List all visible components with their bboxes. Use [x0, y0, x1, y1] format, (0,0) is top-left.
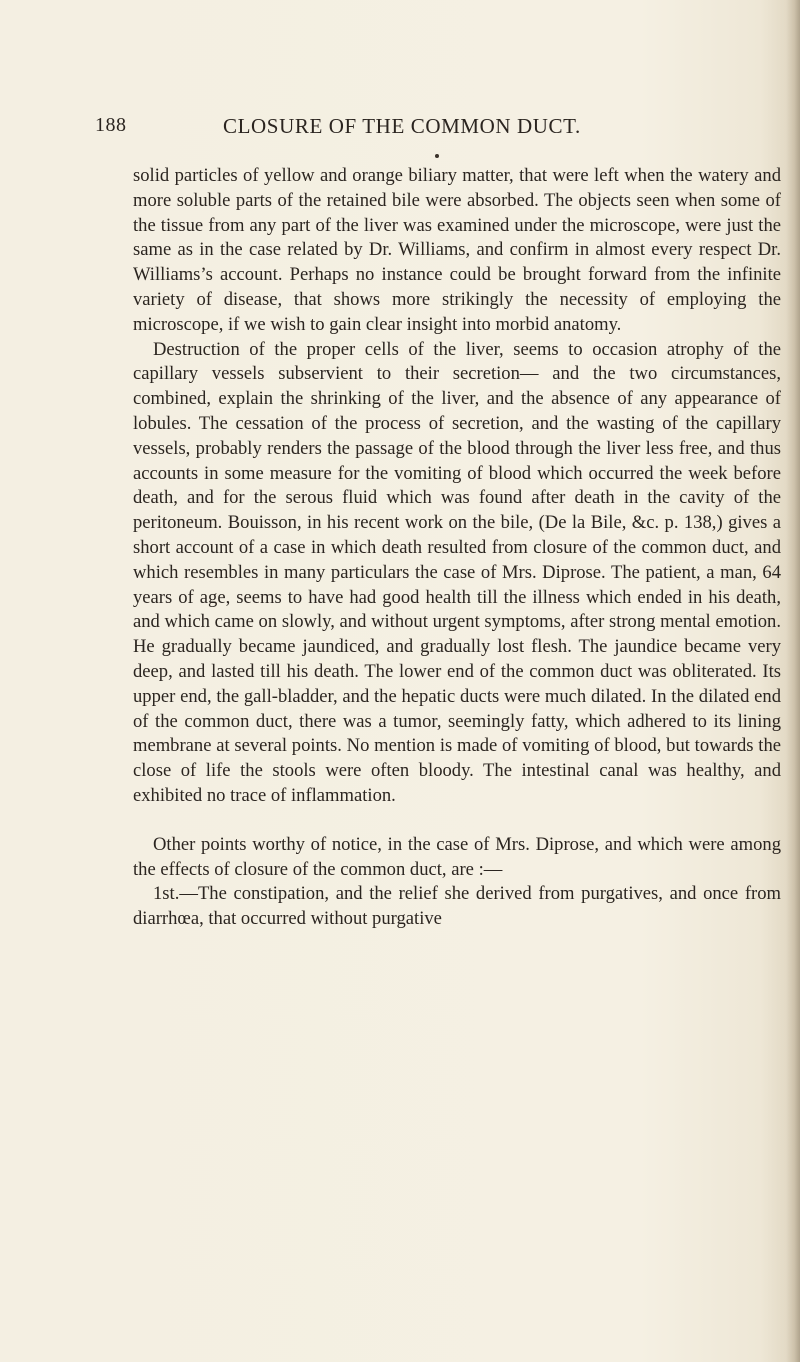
running-head: CLOSURE OF THE COMMON DUCT.: [223, 114, 581, 138]
page-header: [95, 114, 775, 144]
body-text: [133, 164, 781, 932]
paragraph-other-points: Other points worthy of notice, in the case of Mrs. Diprose, and which were among the effects of closure of the common duct, are :—: [133, 833, 781, 880]
page-number: 188: [95, 114, 127, 136]
paragraph-first-point: 1st.—The constipation, and the relief she derived from purgatives, and once from diarrhœa, that occurred without purgative: [133, 883, 781, 930]
paragraph-continued: solid particles of yellow and orange biliary matter, that were left when the watery and more soluble parts of the retained bile were absorbed. The objects seen when some of the tissue from any part of the liver was examined under the microscope, were just the same as in the case related by Dr. Williams, and confirm in almost every respect Dr. Williams’s account. Perhaps no instance could be brought forward from the infinite variety of disease, that shows more strikingly the necessity of employing the microscope, if we wish to gain clear insight into morbid anatomy.: [133, 165, 781, 335]
page-edge-shadow: [786, 0, 800, 1362]
printer-ornament-dot: [435, 154, 439, 158]
paragraph-destruction: Destruction of the proper cells of the liver, seems to occasion atrophy of the capillary vessels subservient to their secretion— and the two circumstances, combined, explain the shrinking of the liver, and the absence of any appearance of lobules. The cessation of the process of secretion, and the wasting of the capillary vessels, probably renders the passage of the blood through the liver less free, and thus accounts in some measure for the vomiting of blood which occurred the week before death, and for the serous fluid which was found after death in the cavity of the peritoneum. Bouisson, in his recent work on the bile, (De la Bile, &c. p. 138,) gives a short account of a case in which death resulted from closure of the common duct, and which resembles in many particulars the case of Mrs. Diprose. The patient, a man, 64 years of age, seems to have had good health till the illness which ended in his death, and which came on slowly, and without urgent symptoms, after strong mental emotion. He gradually became jaundiced, and gradually lost flesh. The jaundice became very deep, and lasted till his death. The lower end of the common duct was obliterated. Its upper end, the gall-bladder, and the hepatic ducts were much dilated. In the dilated end of the common duct, there was a tumor, seemingly fatty, which adhered to its lining membrane at several points. No mention is made of vomiting of blood, but towards the close of life the stools were often bloody. The intestinal canal was healthy, and exhibited no trace of inflammation.: [133, 338, 781, 806]
